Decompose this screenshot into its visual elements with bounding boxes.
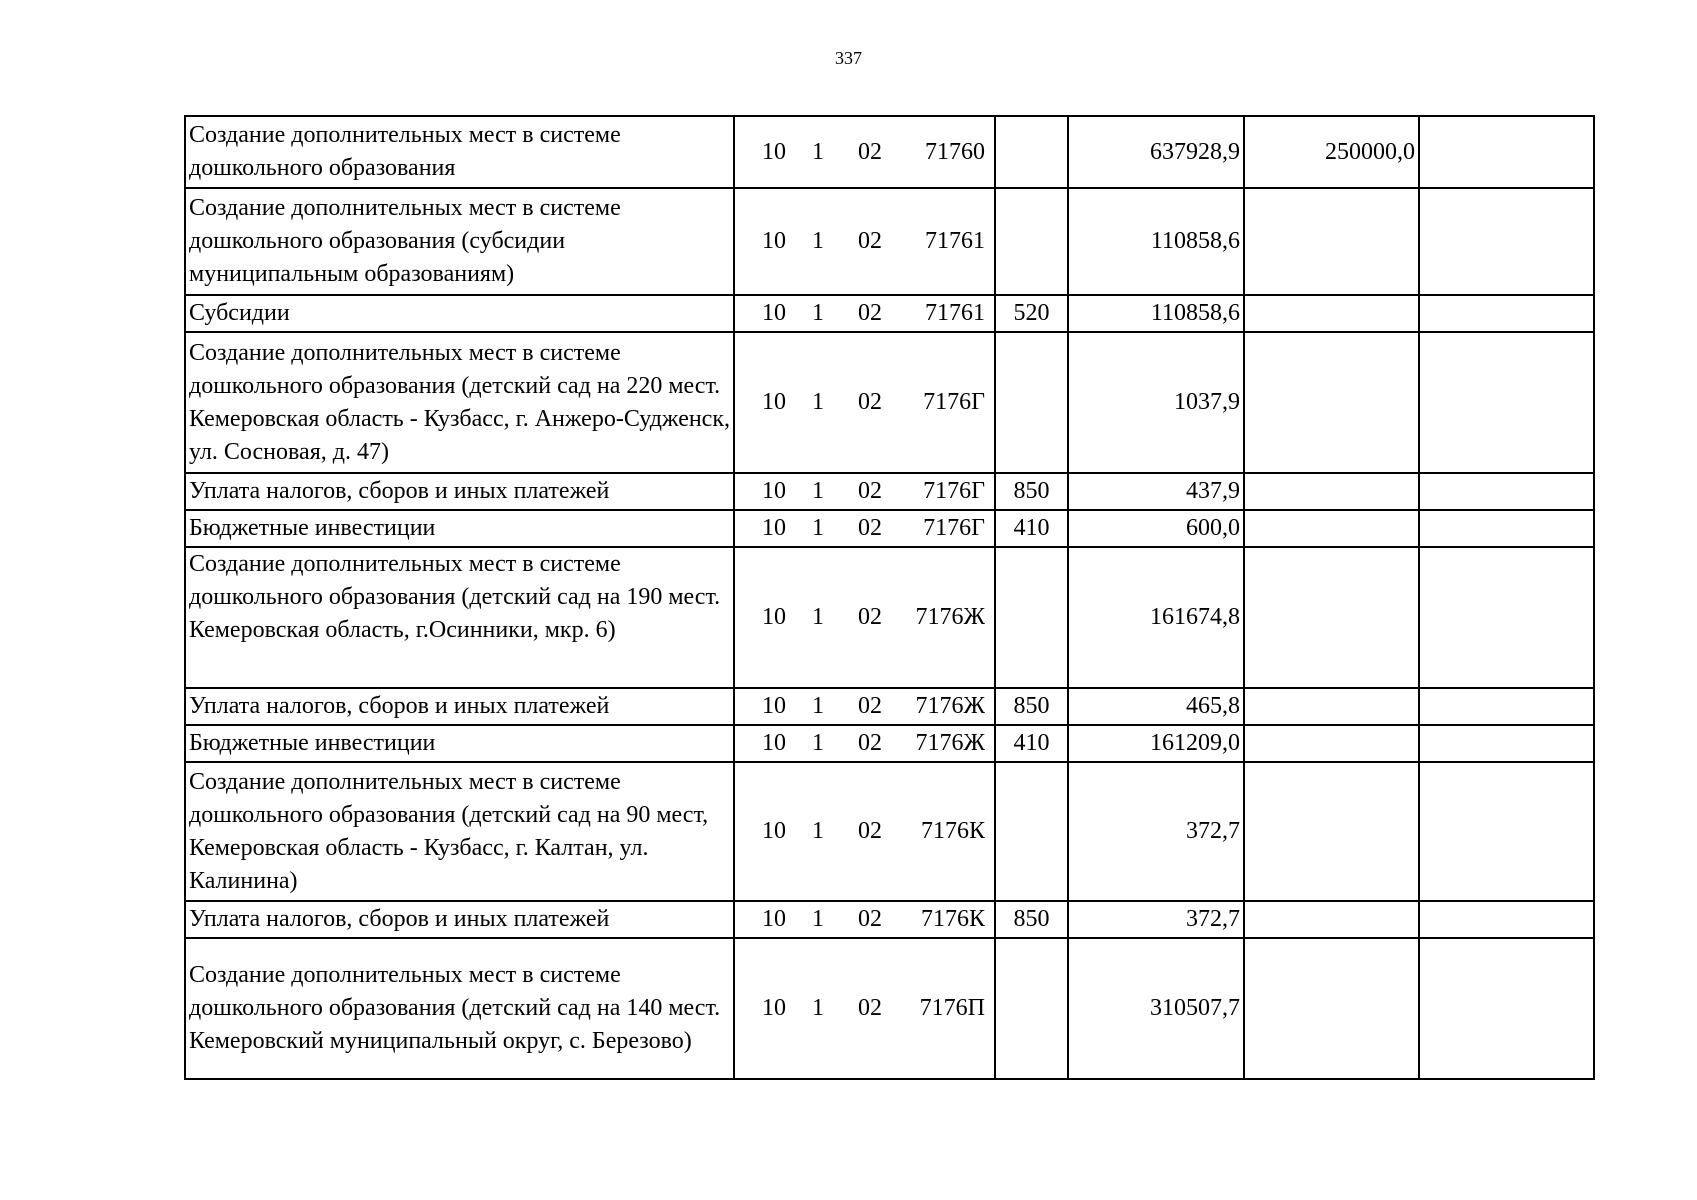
row-sum-1: 110858,6 [1068,295,1244,332]
row-name: Создание дополнительных мест в системе дошкольного образования (детский сад на 220 мест. Кемеровская область - Кузбасс, г. Анжеро-Судженск, ул. Сосновая, д. 47) [185,332,734,473]
table-row [185,116,1594,188]
code-direction: 7176Г [923,515,985,541]
code-section: 10 [762,995,786,1021]
code-subprogram: 02 [858,818,882,844]
row-name: Создание дополнительных мест в системе дошкольного образования [185,116,734,188]
row-sum-3 [1419,510,1594,547]
table-row [185,332,1594,473]
row-sum-3 [1419,332,1594,473]
code-subprogram: 02 [858,389,882,415]
row-name: Создание дополнительных мест в системе дошкольного образования (детский сад на 90 мест, Кемеровская область - Кузбасс, г. Калтан, ул. Калинина) [185,762,734,901]
row-sum-3 [1419,188,1594,295]
row-sum-1: 161209,0 [1068,725,1244,762]
code-subprogram: 02 [858,995,882,1021]
row-sum-2 [1244,938,1419,1079]
row-code [734,510,995,547]
row-name: Субсидии [185,295,734,332]
row-sum-1: 310507,7 [1068,938,1244,1079]
code-direction: 7176Г [923,478,985,504]
code-section: 10 [762,389,786,415]
code-section: 10 [762,906,786,932]
row-sum-2 [1244,295,1419,332]
row-expense-type [995,332,1068,473]
code-program: 1 [812,138,824,165]
row-code [734,938,995,1079]
code-section: 10 [762,604,786,630]
row-sum-1: 637928,9 [1068,116,1244,188]
code-direction: 71761 [925,300,985,326]
code-direction: 7176К [920,818,985,844]
code-program: 1 [812,300,824,326]
table-row [185,725,1594,762]
row-code [734,901,995,938]
row-sum-2 [1244,547,1419,688]
code-program: 1 [812,228,824,254]
row-expense-type [995,188,1068,295]
row-expense-type [995,938,1068,1079]
row-sum-3 [1419,473,1594,510]
code-subprogram: 02 [858,906,882,932]
row-expense-type [995,762,1068,901]
row-expense-type [995,547,1068,688]
row-expense-type: 850 [995,473,1068,510]
row-sum-1: 161674,8 [1068,547,1244,688]
code-section: 10 [762,300,786,326]
page-number: 337 [835,48,862,68]
row-expense-type [995,116,1068,188]
code-direction: 7176П [919,995,985,1021]
row-sum-3 [1419,901,1594,938]
code-subprogram: 02 [858,693,882,719]
row-sum-2 [1244,725,1419,762]
row-sum-1: 372,7 [1068,901,1244,938]
code-direction: 7176Ж [915,604,985,630]
row-code [734,473,995,510]
code-subprogram: 02 [858,228,882,254]
row-sum-3 [1419,116,1594,188]
row-sum-2 [1244,688,1419,725]
code-direction: 7176Ж [915,693,985,719]
row-expense-type: 520 [995,295,1068,332]
code-section: 10 [762,693,786,719]
row-sum-2 [1244,473,1419,510]
row-sum-3 [1419,938,1594,1079]
row-sum-3 [1419,725,1594,762]
code-direction: 7176Ж [915,730,985,756]
code-section: 10 [762,228,786,254]
row-name: Уплата налогов, сборов и иных платежей [185,901,734,938]
row-sum-1: 437,9 [1068,473,1244,510]
row-sum-1: 110858,6 [1068,188,1244,295]
code-program: 1 [812,818,824,844]
table-row [185,547,1594,688]
code-section: 10 [762,730,786,756]
row-expense-type: 410 [995,510,1068,547]
row-name: Создание дополнительных мест в системе дошкольного образования (детский сад на 190 мест. Кемеровская область, г.Осинники, мкр. 6) [185,547,734,688]
row-sum-3 [1419,762,1594,901]
code-program: 1 [812,604,824,630]
row-sum-1: 1037,9 [1068,332,1244,473]
code-program: 1 [812,730,824,756]
code-section: 10 [762,478,786,504]
row-name: Уплата налогов, сборов и иных платежей [185,688,734,725]
row-sum-2 [1244,901,1419,938]
budget-table [184,115,1595,1080]
row-sum-2 [1244,188,1419,295]
code-subprogram: 02 [858,604,882,630]
row-code [734,295,995,332]
code-section: 10 [762,138,786,165]
row-expense-type: 410 [995,725,1068,762]
row-sum-2 [1244,762,1419,901]
table-row [185,295,1594,332]
code-program: 1 [812,995,824,1021]
code-subprogram: 02 [858,138,882,165]
code-program: 1 [812,693,824,719]
code-subprogram: 02 [858,300,882,326]
row-sum-1: 465,8 [1068,688,1244,725]
row-code [734,688,995,725]
row-name: Создание дополнительных мест в системе дошкольного образования (субсидии муниципальным образованиям) [185,188,734,295]
row-sum-3 [1419,547,1594,688]
row-code [734,725,995,762]
row-name: Бюджетные инвестиции [185,510,734,547]
row-expense-type: 850 [995,901,1068,938]
table-row [185,473,1594,510]
row-sum-2 [1244,510,1419,547]
code-program: 1 [812,478,824,504]
row-sum-1: 600,0 [1068,510,1244,547]
row-code [734,188,995,295]
row-name: Уплата налогов, сборов и иных платежей [185,473,734,510]
row-name: Бюджетные инвестиции [185,725,734,762]
code-section: 10 [762,818,786,844]
code-subprogram: 02 [858,515,882,541]
code-subprogram: 02 [858,730,882,756]
table-row [185,510,1594,547]
row-sum-1: 372,7 [1068,762,1244,901]
code-subprogram: 02 [858,478,882,504]
code-program: 1 [812,515,824,541]
row-name: Создание дополнительных мест в системе дошкольного образования (детский сад на 140 мест. Кемеровский муниципальный округ, с. Березово) [185,938,734,1079]
code-direction: 7176Г [923,389,985,415]
code-program: 1 [812,906,824,932]
code-direction: 7176К [920,906,985,932]
row-expense-type: 850 [995,688,1068,725]
row-code [734,332,995,473]
code-direction: 71761 [925,228,985,254]
row-sum-2 [1244,332,1419,473]
row-sum-2: 250000,0 [1244,116,1419,188]
row-sum-3 [1419,295,1594,332]
table-row [185,188,1594,295]
table-row [185,762,1594,901]
row-sum-3 [1419,688,1594,725]
table-row [185,688,1594,725]
row-code [734,762,995,901]
code-direction: 71760 [925,138,985,165]
row-code [734,547,995,688]
row-code [734,116,995,188]
code-section: 10 [762,515,786,541]
table-row [185,901,1594,938]
table-row [185,938,1594,1079]
code-program: 1 [812,389,824,415]
